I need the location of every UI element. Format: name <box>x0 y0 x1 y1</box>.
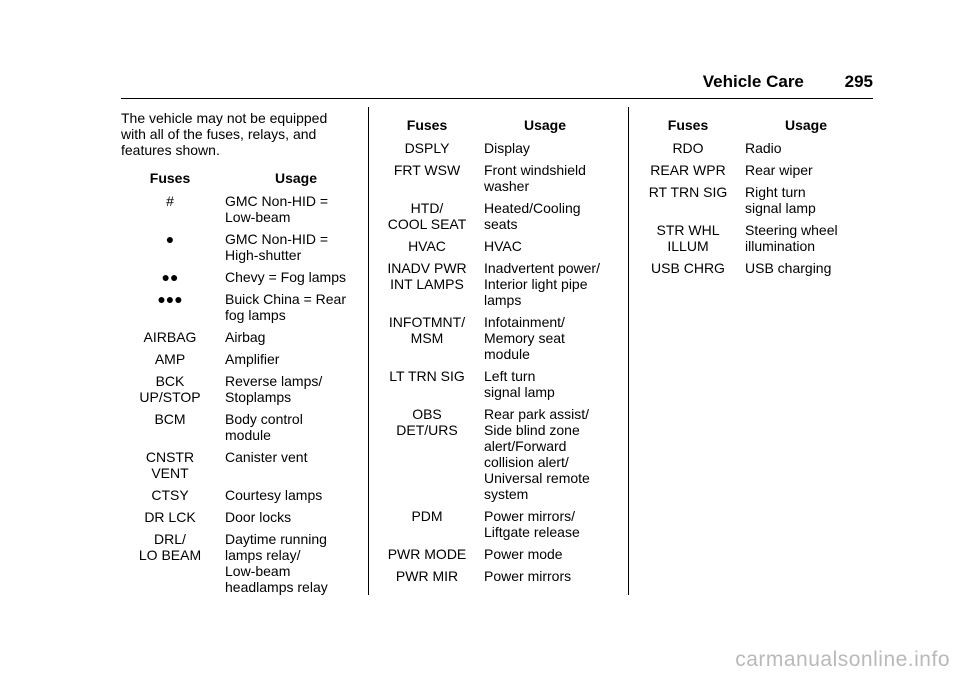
page-number: 295 <box>844 72 873 91</box>
fuse-name: USB CHRG <box>651 260 725 276</box>
table-row <box>641 260 873 276</box>
fuse-usage: Heated/Cooling seats <box>484 200 581 232</box>
fuse-name: PWR MIR <box>395 568 459 584</box>
fuse-usage: Amplifier <box>225 351 280 367</box>
fuse-usage: Rear wiper <box>745 162 813 178</box>
fuses-header: Fuses <box>406 117 448 133</box>
table-row <box>121 449 359 481</box>
table-row <box>121 329 359 345</box>
table-row <box>641 222 873 254</box>
fuse-usage: Left turn signal lamp <box>484 368 555 400</box>
table-row <box>121 373 359 405</box>
fuse-table-3 <box>641 140 873 276</box>
fuse-name: CNSTR VENT <box>145 449 195 481</box>
fuse-name: DR LCK <box>144 509 196 525</box>
usage-header: Usage <box>524 117 567 133</box>
fuse-usage: Power mode <box>484 546 563 562</box>
table-row <box>121 231 359 263</box>
fuse-usage: Canister vent <box>225 449 308 465</box>
table-row <box>380 368 612 400</box>
fuse-name: HTD/ COOL SEAT <box>387 200 467 232</box>
fuse-usage: Rear park assist/ Side blind zone alert/Forward collision alert/ Universal remote system <box>484 406 590 502</box>
fuse-usage: HVAC <box>484 238 522 254</box>
fuse-name: DSPLY <box>404 140 450 156</box>
fuse-name: ● <box>165 231 175 247</box>
fuse-usage: Power mirrors <box>484 568 572 584</box>
fuse-name: STR WHL ILLUM <box>656 222 720 254</box>
fuse-name: RT TRN SIG <box>648 184 728 200</box>
intro-text: The vehicle may not be equipped with all of the fuses, relays, and features shown. <box>121 110 328 158</box>
fuse-name: AIRBAG <box>143 329 197 345</box>
table-row <box>641 140 873 156</box>
table-row <box>380 568 612 584</box>
table-header <box>641 117 873 133</box>
column-2 <box>380 117 612 590</box>
fuse-usage: Airbag <box>225 329 266 345</box>
fuse-usage: Power mirrors/ Liftgate release <box>484 508 580 540</box>
usage-header: Usage <box>275 170 318 186</box>
fuse-usage: Right turn signal lamp <box>745 184 816 216</box>
fuse-name: OBS DET/URS <box>396 406 458 438</box>
table-row <box>121 531 359 595</box>
fuse-name: ●●● <box>157 291 183 307</box>
fuse-name: PWR MODE <box>387 546 467 562</box>
watermark: carmanualsonline.info <box>735 648 950 671</box>
fuse-name: AMP <box>154 351 186 367</box>
fuse-table-1 <box>121 193 359 595</box>
column-divider-1 <box>368 107 369 595</box>
fuse-usage: Reverse lamps/ Stoplamps <box>225 373 323 405</box>
table-row <box>380 406 612 502</box>
table-row <box>380 260 612 308</box>
table-row <box>380 140 612 156</box>
fuse-name: DRL/ LO BEAM <box>138 531 202 563</box>
fuse-table-2 <box>380 140 612 584</box>
fuse-name: BCM <box>154 411 186 427</box>
fuse-usage: Buick China = Rear fog lamps <box>225 291 347 323</box>
table-row <box>380 546 612 562</box>
table-row <box>641 184 873 216</box>
fuse-usage: Infotainment/ Memory seat module <box>484 314 565 362</box>
fuse-usage: GMC Non-HID = Low-beam <box>225 193 329 225</box>
table-header <box>380 117 612 133</box>
fuse-usage: Steering wheel illumination <box>745 222 838 254</box>
table-row <box>121 487 359 503</box>
fuse-usage: Body control module <box>225 411 303 443</box>
fuse-name: FRT WSW <box>393 162 461 178</box>
table-row <box>380 162 612 194</box>
fuse-usage: USB charging <box>745 260 832 276</box>
table-row <box>121 291 359 323</box>
section-title: Vehicle Care <box>702 72 804 91</box>
fuse-usage: Door locks <box>225 509 292 525</box>
fuse-name: HVAC <box>408 238 446 254</box>
table-row <box>121 269 359 285</box>
table-row <box>641 162 873 178</box>
table-row <box>121 411 359 443</box>
fuse-name: # <box>166 193 174 209</box>
table-row <box>380 238 612 254</box>
column-divider-2 <box>628 107 629 595</box>
table-row <box>121 509 359 525</box>
header-rule <box>121 98 873 99</box>
table-header <box>121 170 359 186</box>
fuse-name: PDM <box>411 508 443 524</box>
fuse-name: INFOTMNT/ MSM <box>388 314 466 346</box>
table-row <box>121 351 359 367</box>
fuse-name: LT TRN SIG <box>389 368 465 384</box>
fuse-usage: Display <box>484 140 530 156</box>
fuse-usage: Chevy = Fog lamps <box>225 269 346 285</box>
fuses-header: Fuses <box>149 170 191 186</box>
column-1 <box>121 110 359 601</box>
fuse-usage: GMC Non-HID = High-shutter <box>225 231 329 263</box>
fuse-usage: Daytime running lamps relay/ Low-beam headlamps relay <box>225 531 328 595</box>
table-row <box>121 193 359 225</box>
fuse-usage: Front windshield washer <box>484 162 586 194</box>
fuse-usage: Inadvertent power/ Interior light pipe lamps <box>484 260 600 308</box>
usage-header: Usage <box>785 117 828 133</box>
fuses-header: Fuses <box>667 117 709 133</box>
fuse-name: ●● <box>161 269 179 285</box>
fuse-usage: Radio <box>745 140 782 156</box>
table-row <box>380 314 612 362</box>
fuse-name: RDO <box>672 140 704 156</box>
column-3 <box>641 117 873 282</box>
fuse-name: CTSY <box>151 487 189 503</box>
page-header <box>703 72 873 92</box>
fuse-name: INADV PWR INT LAMPS <box>387 260 467 292</box>
fuse-name: REAR WPR <box>650 162 726 178</box>
table-row <box>380 200 612 232</box>
fuse-name: BCK UP/STOP <box>139 373 201 405</box>
table-row <box>380 508 612 540</box>
fuse-usage: Courtesy lamps <box>225 487 323 503</box>
